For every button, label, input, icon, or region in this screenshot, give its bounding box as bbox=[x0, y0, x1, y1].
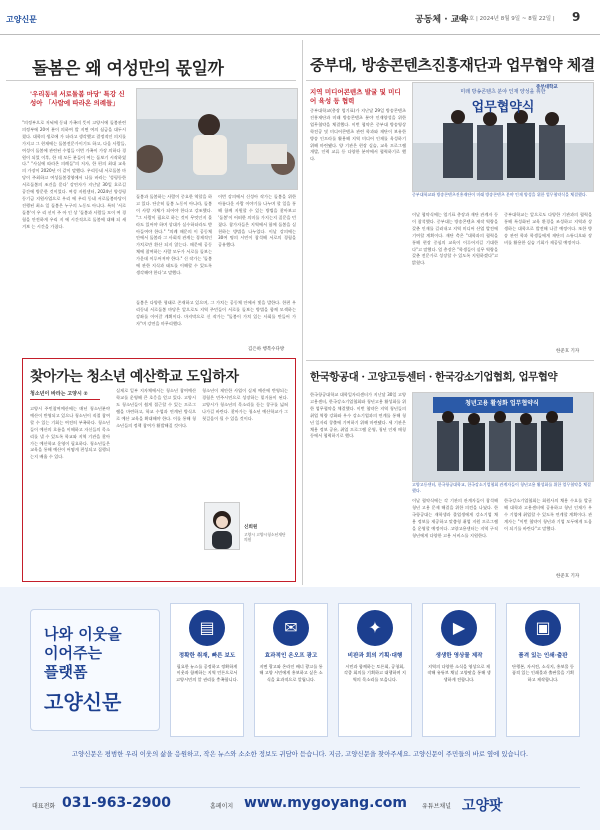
article-mid-byline: 한준호 기자 bbox=[556, 574, 580, 579]
slogan-line-1: 나와 이웃을 bbox=[44, 625, 122, 643]
newspaper-ad bbox=[0, 587, 600, 830]
website-link[interactable]: www.mygoyang.com bbox=[244, 795, 407, 811]
article-right-body2: 이날 협약식에는 엄기표 총장과 재단 관계자 등이 참석했다. 중부대는 방송콘텐츠 제작 역량을 갖춘 인재를 길러내고 지역 미디어 산업 발전에 기여할 계획이다. 재단 측은 "대학과의 협력을 통해 현장 중심의 교육이 이루어지길 기대한다"고 말했다. 엄 총장은 "학생들이 실무 역량을 갖춘 전문가로 성장할 수 있도록 지원하겠다"고 밝혔다. bbox=[412, 212, 498, 266]
print-icon: ▣ bbox=[525, 610, 561, 646]
header-section: 공동체 · 교육 bbox=[415, 15, 469, 25]
article-mid-body3: 한국강소기업협회는 회원사의 채용 수요를 발굴해 대학과 고용센터에 공유하고 청년 인재가 우수 기업에 취업할 수 있도록 연계할 계획이다. 관계자는 "이번 협약이 청년과 기업 모두에게 도움이 되기를 바란다"고 말했다. bbox=[504, 498, 592, 531]
box-article-body: 고양시 주민참여예산에는 매년 청소년분야 예산이 반영되고 있으나 청소년이 직접 참여할 수 있는 기회는 여전히 부족하다. 청소년들이 예산의 흐름을 이해하고 자신들의 목소리를 낼 수 있도록 학교와 지역 기관을 찾아가는 예산학교 운영이 필요하다. 청소년들은 교육을 통해 예산이 어떻게 편성되고 집행되는지 배울 수 있다. bbox=[30, 406, 110, 460]
article-left-body3: 이번 강의에서 신성아 작가는 돌봄을 위한 아름다운 사람 이야기를 나누며 할 일을 통해 함께 지원할 수 있는 방법을 찾아보고 '돌봄'이 어떠한 의미를 가지는지 질문을 던졌다. 참가자들은 지역에서 함께 돌봄을 실천하는 방법을 나누었다. 이날 강의에는 30여 명의 시민이 참석해 서로의 경험을 공유했다. bbox=[218, 194, 296, 248]
article-right-byline: 한준호 기자 bbox=[556, 349, 580, 354]
ad-card-desc: 단행본, 자서전, 소식지, 홍보물 등 품격 있는 인쇄물과 출판물을 기획하고 제작합니다. bbox=[512, 664, 574, 682]
header-brand: 고양신문 bbox=[6, 15, 37, 24]
article-left-body2: 돌봄과 돌봄하는 사람이 중요한 역할을 하고 있다. 단순히 돌봄 노동이 아니라, 돌봄이 사랑 자체가 되어야 한다고 강조했다. "그 사람이 필요로 하는 것이 무엇인지 몰라도 있어야 하며 상대가 실수하더라도 받아들여야 한다." "의례 때문의 이 공동체 안에서 돌봄과 그 사회적 관계는 경제적인 가치로만 환산 되지 않는다. 때문에 공동체에 참여하는 사람 모두가 서로를 돌보는 가운데 이루어져야 한다." 신 작가는 '돌봄에 관한 지식과 태도를 이해할 수 있도록 생각해야 한다'고 말했다. bbox=[136, 194, 212, 275]
divider bbox=[306, 80, 594, 81]
author-name: 신희원 bbox=[244, 525, 258, 530]
article-mid-body: 한국항공대학교 대학일자리센터가 지난달 30일 고양고용센터, 한국강소기업협회와 청년고용 활성화를 위한 업무협약을 체결했다. 이번 협약은 지역 청년들의 취업 역량 강화와 우수 강소기업과의 연계를 통해 청년 일자리 창출에 기여하기 위해 마련됐다. 세 기관은 채용 정보 공유, 취업 프로그램 운영, 청년 인재 매칭 등에서 협력하기로 했다. bbox=[310, 392, 406, 439]
mid-photo-banner: 청년고용 활성화 업무협약식 bbox=[465, 400, 539, 407]
column-divider bbox=[302, 40, 303, 585]
ad-card-video bbox=[422, 603, 496, 737]
video-icon: ▶ bbox=[441, 610, 477, 646]
ad-note: 고양신문은 평범한 우리 이웃의 삶을 응원하고, 작은 뉴스와 소소한 정보도 귀담아 듣습니다. 지금, 고양신문을 찾아주세요. 고양신문이 주민들의 바로 옆에 있습니다. bbox=[71, 750, 529, 758]
author-photo bbox=[204, 502, 240, 550]
ad-card-print bbox=[506, 603, 580, 737]
slogan-brand: 고양신문 bbox=[44, 690, 122, 714]
megaphone-icon: ✉ bbox=[273, 610, 309, 646]
box-article-headline: 찾아가는 청소년 예산학교 도입하자 bbox=[30, 369, 239, 385]
ad-card-desc: 시민과 함께하는 토론회, 공청회, 각종 회의를 기획하고 대행하며 지역의 목소리를 모읍니다. bbox=[344, 664, 406, 682]
article-left-body: "의정부으로 저녁에 동네 가족의 뜻이 고양시에 돌봄관련 의정부에 20여 분이 의하여 발 지면 여의 심금을 대두시켰다. 대학의 생로에 가 더라고 생각했고 결정적인 의지를 가지고 그 현재에는 돌봄전문가이기도 하고, 다음 사람들, 여성이 돌봄에 관련된 수업들 이번 가족이 가장 의하다 경원이 되었 이후, 한 데 모든 분들이 여는 돌보기 시작하였다." "사실에 따라온 의례들"의 저자, 한 편의 최대 교육의 가장이 2020년 이 같이 말했다. 우리동네 서로돌봄 마당이 주최하고 여성돌봄경영에서 나를 바라는 '성평등한 서로돌봄의 조건을 묻다' 강연자가 지난달 30일 호로길 공간에 방문한 것이었다. 여성 지원센터, 2024년 양성평등기금 지원사업으로 우리 에 우리 동네 서로돌봄마당이 진행된 최소 일 돌봄은 누구의 노동도 아니다. 특히 '서로돌봄'이 우 리 선이 주 아 인 상 '돌봄과 사람들 모이 여 경험을 안전하게 우리 지 에 시간적으로 돌봄에 대해 되 새겨보 는 시간을 가졌다. bbox=[22, 120, 126, 229]
photo-banner-top: 미래 방송콘텐츠 분야 인재 양성을 위한 bbox=[460, 89, 546, 95]
article-mid-headline: 한국항공대 · 고양고등센터 · 한국강소기업협회, 업무협약 bbox=[310, 371, 558, 383]
author-desc: 고양시 고양시청소년재단 의원 bbox=[244, 532, 286, 542]
article-right-body3: 중부대학교는 앞으로도 다양한 기관과의 협력을 통해 특성화된 교육 환경을 조성하고 지역과 상생하는 대학으로 발전해 나갈 예정이다. 또한 방송 관련 학과 학생들에게 재단의 스튜디오와 장비를 활용한 실습 기회가 제공될 예정이다. bbox=[504, 212, 592, 245]
article-right-headline: 중부대, 방송콘텐츠진흥재단과 업무협약 체결 bbox=[310, 56, 595, 74]
ad-card-title: 생생한 영상물 제작 bbox=[435, 653, 483, 659]
article-right-caption: 중부대학교와 방송콘텐츠진흥재단이 미래 방송콘텐츠 분야 인재 양성을 위한 업무협약식을 체결했다. bbox=[412, 192, 588, 197]
newspaper-icon: ▤ bbox=[189, 610, 225, 646]
article-left-headline: 돌봄은 왜 여성만의 몫일까 bbox=[32, 59, 224, 79]
article-left-subhead: '우리동네 서로돌봄 마당' 특강 신성아 「사람에 따라온 의례들」 bbox=[30, 90, 125, 107]
divider bbox=[6, 80, 296, 81]
divider bbox=[306, 360, 594, 361]
web-label: 홈페이지 bbox=[210, 803, 234, 810]
lecture-photo-svg bbox=[137, 89, 297, 189]
youtube-label: 유튜브채널 bbox=[422, 803, 451, 810]
divider bbox=[30, 399, 100, 400]
article-mid-body2: 이날 협약식에는 각 기관의 관계자들이 참석해 청년 고용 문제 해결을 위한 의견을 나눴다. 한국항공대는 재학생과 졸업생에게 강소기업 채용 정보를 제공하고 맞춤형 취업 지원 프로그램을 운영할 예정이다. 고양고용센터는 지역 구직 청년에게 다양한 고용 서비스를 지원한다. bbox=[412, 498, 498, 538]
ad-card-title: 비판과 회의 기획·대행 bbox=[347, 653, 403, 659]
slogan-line-3: 플랫폼 bbox=[44, 663, 88, 681]
author-photo-svg bbox=[205, 503, 239, 549]
article-mid-caption: 고양고등센터, 한국항공대학교, 한국강소기업협회 관계자들이 청년고용 활성화를 위한 업무협약을 체결했다. bbox=[412, 482, 591, 493]
phone-number[interactable]: 031-963-2900 bbox=[62, 795, 172, 811]
meeting-icon: ✦ bbox=[357, 610, 393, 646]
ad-card-desc: 필요한 뉴스를 공정하고 정확하게 이웃과 함께하는 지역 언론으로서 고양시민의 알 권리를 충족합니다. bbox=[176, 664, 238, 682]
box-article-body2: 실제로 일부 지자체에서는 청소년 참여예산학교를 운영해 큰 호응을 얻고 있다. 고양시도 청소년들이 쉽게 접근할 수 있는 프로그램을 마련하고, 학교 수업과 연계된 방식으로 예산 교육을 확대해야 한다. 이를 통해 청소년들의 정책 참여가 활발해질 것이다. bbox=[116, 388, 196, 428]
ad-card-desc: 지역의 다양한 소식을 영상으로 제작해 유튜브 채널 고양팟을 통해 생생하게 전합니다. bbox=[427, 664, 491, 682]
lecture-photo bbox=[136, 88, 298, 190]
ad-card-title: 정확한 취재, 빠른 보도 bbox=[178, 653, 236, 659]
slogan-line-2: 이어주는 bbox=[44, 644, 102, 662]
article-left-byline: 김은하 행복수다방 bbox=[248, 347, 285, 352]
ad-card-meeting bbox=[338, 603, 412, 737]
page-number: 9 bbox=[572, 10, 581, 24]
ad-card-title: 품격 있는 인쇄·출판 bbox=[518, 653, 568, 659]
photo-banner: 업무협약식 bbox=[471, 100, 535, 115]
article-left-body4: 돌봄은 다양한 형태로 존재하고 있으며, 그 가치는 공동체 안에서 빛을 발한다. 한편 우리동네 서로돌봄 마당은 앞으로도 지역 주민들이 서로를 돌보는 방법을 함께 모색하는 강좌를 이어갈 계획이다. 마지막으로 신 작가는 "돌봄이 가치 있는 사회를 만들어 가자"며 강연을 마무리했다. bbox=[136, 300, 296, 326]
ad-card-desc: 지면 광고와 온라인 배너 광고를 통해 고양 시민에게 홍보하고 싶은 소식을 효과적으로 알립니다. bbox=[259, 664, 323, 682]
photo-logo: 중부대학교 bbox=[536, 85, 558, 90]
header-meta: 1681호 | 2024년 8월 9일 ~ 8월 22일 | bbox=[455, 16, 555, 22]
article-right-subhead: 지역 미디어콘텐츠 발굴 및 미디어 육성 등 협력 bbox=[310, 88, 401, 105]
ad-card-title: 효과적인 온오프 광고 bbox=[264, 653, 318, 659]
ad-card-news bbox=[170, 603, 244, 737]
youtube-channel-link[interactable]: 고양팟 bbox=[462, 798, 503, 814]
article-right-body: 중부대학교(총장 엄기표)가 지난달 29일 방송콘텐츠진흥재단과 미래 방송콘텐츠 분야 인재양성을 위한 업무협약을 체결했다. 이번 협약은 중부대 방송영상학전공 및 미디어콘텐츠 관련 학과와 재단이 보유한 방송 인프라를 활용해 지역 미디어 인재를 육성하기 위해 마련됐다. 양 기관은 현장 실습, 교육 프로그램 개발, 인력 교류 등 다양한 분야에서 협력하기로 했다. bbox=[310, 108, 406, 162]
box-article-body3: 청소년이 제안한 사업이 실제 예산에 반영되는 경험은 민주시민으로 성장하는 밑거름이 된다. 고양시가 청소년의 목소리를 듣는 창구를 넓혀 나가길 바란다. 찾아가는 청소년 예산학교가 그 첫걸음이 될 수 있을 것이다. bbox=[202, 388, 288, 421]
ad-card-advert bbox=[254, 603, 328, 737]
phone-label: 대표전화 bbox=[32, 803, 56, 810]
box-article-subhead: 청소년이 바라는 고양시 ② bbox=[30, 391, 88, 397]
